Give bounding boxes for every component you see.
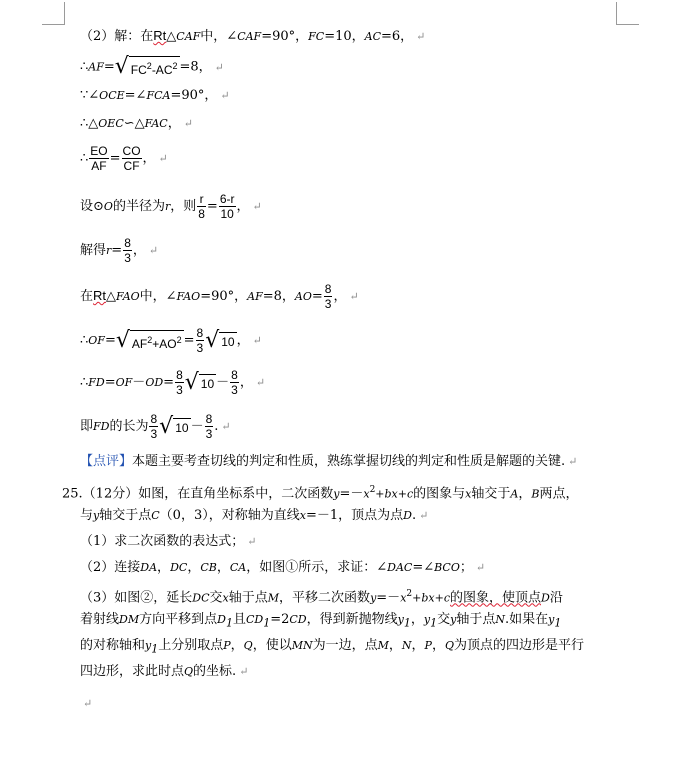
paragraph-mark: ↵ <box>148 244 159 257</box>
paragraph-mark: ↵ <box>349 290 359 303</box>
paragraph-mark: ↵ <box>568 455 578 468</box>
fraction: $\frac{EO}{AF}$ <box>90 144 108 173</box>
paragraph-mark: ↵ <box>475 561 486 574</box>
sqrt-expression: √ $AF^2+AO^2$ <box>115 327 182 353</box>
solution-line-8: 在Rt△FAO中，∠FAO=90°，AF=8，AO= $\frac{8}{3}$ ， ↵ <box>80 282 359 311</box>
fraction: $\frac{8}{3}$ <box>124 236 131 265</box>
solution-line-7: 解得r= $\frac{8}{3}$ ， ↵ <box>80 236 159 265</box>
question-25-line-2: 与y轴交于点C（0，3），对称轴为直线x=－1，顶点为点D. ↵ <box>80 508 429 523</box>
question-25-part-2: （2）连接DA，DC，CB，CA，如图①所示，求证：∠DAC=∠BCO； ↵ <box>80 560 486 575</box>
paragraph-mark: ↵ <box>419 509 429 522</box>
paragraph-mark: ↵ <box>252 200 262 213</box>
paragraph-mark: ↵ <box>214 60 224 74</box>
fraction: $\frac{8}{3}$ <box>231 368 238 397</box>
fraction: $\frac{8}{3}$ <box>324 282 332 311</box>
fraction: $\frac{r}{8}$ <box>198 192 205 221</box>
solution-line-6: 设⊙O的半径为r，则 $\frac{r}{8}$ = $\frac{6-r}{10}$ ， ↵ <box>80 192 262 221</box>
question-25-part-3-line-1: （3）如图②，延长DC交x轴于点M，平移二次函数$y=-x^2+bx+c$的图象，使顶点D沿 <box>80 589 563 606</box>
crop-mark-top-left <box>42 2 65 25</box>
paragraph-mark: ↵ <box>255 376 266 389</box>
solution-line-4: ∴△OEC∽△FAC， ↵ <box>80 116 193 131</box>
comment-tag: 【点评】 <box>80 454 133 469</box>
solution-line-2: ∴AF=√ $FC^2-AC^2 =8$， ↵ <box>80 54 224 79</box>
fraction: $\frac{8}{3}$ <box>176 368 183 397</box>
paragraph-mark: ↵ <box>220 89 230 102</box>
question-25-part-3-line-2: 着射线DM方向平移到点$D_1$且$CD_1=2CD$，得到新抛物线$y_1$，$y_1$交y轴于点N.如果在$y_1$ <box>80 612 562 630</box>
fraction: $\frac{8}{3}$ <box>196 326 204 355</box>
sqrt-expression: √ $FC^2-AC^2$ <box>114 54 178 79</box>
fraction: $\frac{8}{3}$ <box>205 412 213 441</box>
question-25-part-3-line-3: 的对称轴和$y_1$上分别取点P，Q，使以MN为一边，点M，N，P，Q为顶点的四边形是平行 <box>80 638 585 656</box>
paragraph-mark: ↵ <box>158 152 168 165</box>
question-25-part-1: （1）求二次函数的表达式； ↵ <box>80 534 257 549</box>
solution-line-11: 即FD的长为 $\frac{8}{3}$ √ 10 － $\frac{8}{3}$ . ↵ <box>80 412 231 441</box>
paragraph-mark: ↵ <box>183 117 193 130</box>
fraction: $\frac{6-r}{10}$ <box>219 192 235 221</box>
paragraph-mark: ↵ <box>83 697 93 710</box>
crop-mark-top-right <box>616 2 639 25</box>
solution-line-10: ∴FD=OF－OD= $\frac{8}{3}$ √ 10 － $\frac{8}{3}$ ， ↵ <box>80 368 266 397</box>
solution-line-5: ∴ $\frac{EO}{AF}$ = $\frac{CO}{CF}$ ， ↵ <box>80 144 168 173</box>
question-25-part-3-line-4: 四边形，求此时点Q的坐标. ↵ <box>80 664 249 679</box>
fraction: $\frac{CO}{CF}$ <box>122 144 141 173</box>
solution-line-3: ∵∠OCE=∠FCA=90°， ↵ <box>80 88 230 103</box>
paragraph-mark: ↵ <box>252 334 262 347</box>
solution-line-9: ∴OF=√ $AF^2+AO^2$ = $\frac{8}{3}$ √ 10 ， ↵ <box>80 326 262 355</box>
comment-paragraph <box>80 452 577 472</box>
paragraph-mark: ↵ <box>239 665 249 678</box>
paragraph-mark: ↵ <box>416 30 426 43</box>
paragraph-mark: ↵ <box>247 535 257 548</box>
sqrt-expression: √ 10 <box>159 413 189 439</box>
sqrt-expression: √ 10 <box>205 327 235 353</box>
fraction: $\frac{8}{3}$ <box>150 412 158 441</box>
paragraph-mark: ↵ <box>221 420 231 433</box>
comment-text: 本题主要考查切线的判定和性质，熟练掌握切线的判定和性质是解题的关键. <box>132 454 566 469</box>
empty-paragraph <box>80 694 92 714</box>
solution-line-1: （2）解：在Rt△CAF中，∠CAF=90°，FC=10，AC=6， ↵ <box>80 28 426 44</box>
sqrt-expression: √ 10 <box>184 369 215 395</box>
question-25-line-1: 25.（12分）如图，在直角坐标系中，二次函数$y=-x^2+bx+c$的图象与x轴交于A，B两点， <box>62 485 579 502</box>
